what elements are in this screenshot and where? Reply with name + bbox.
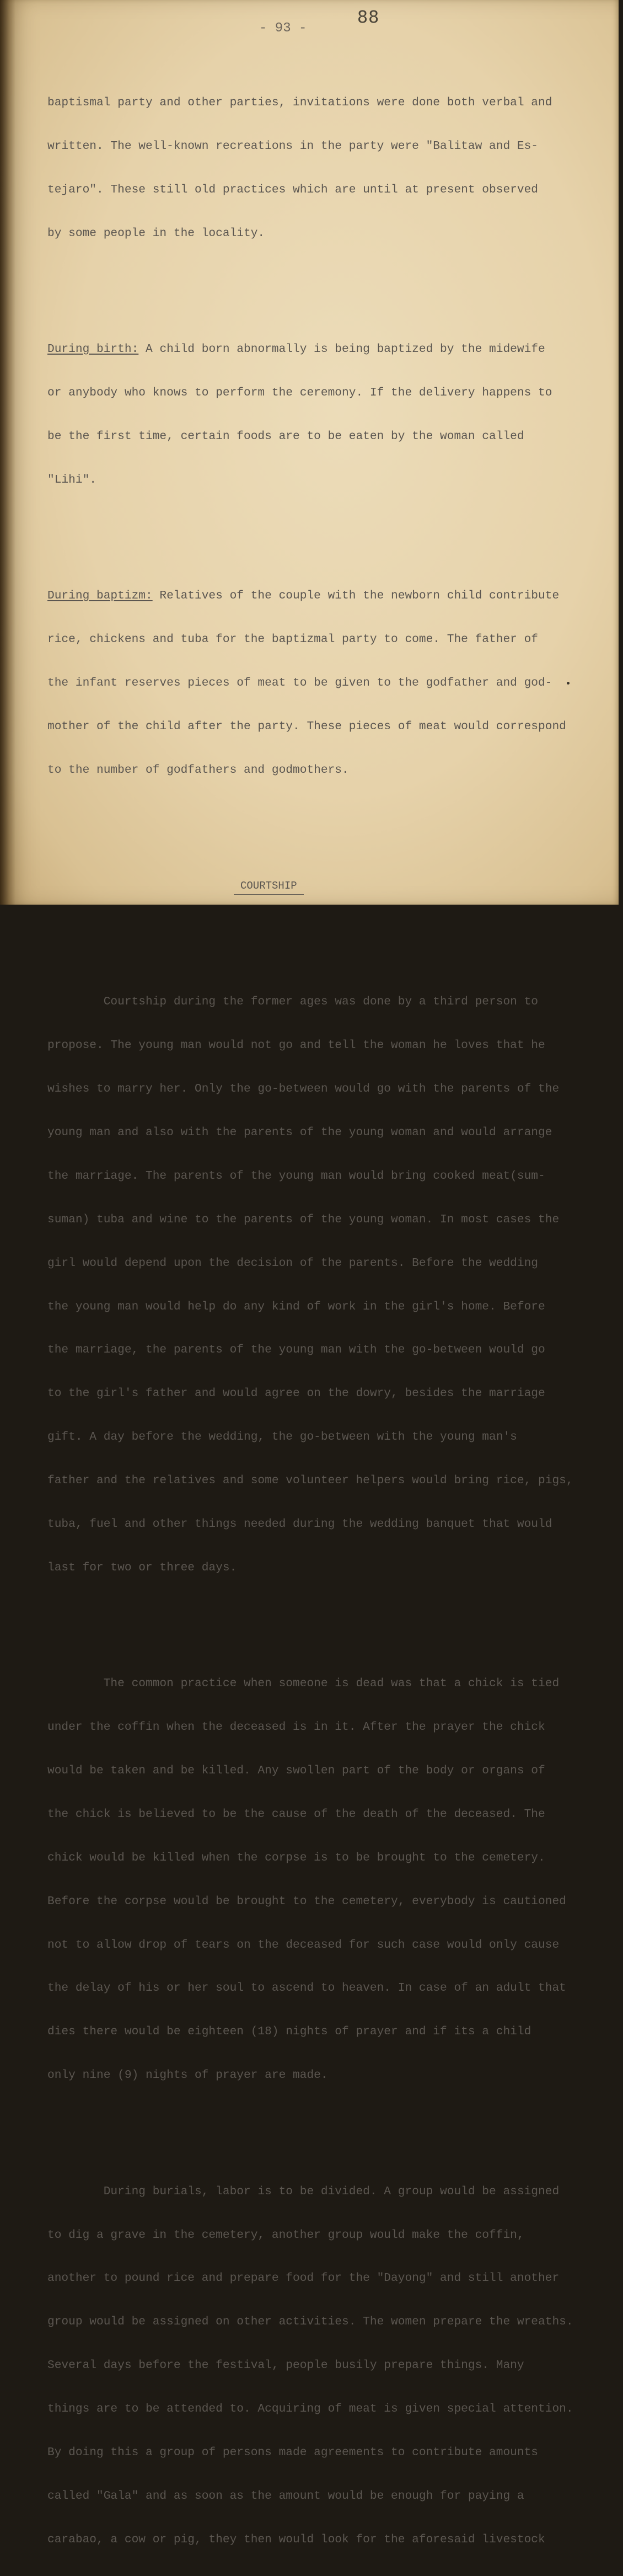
text-line: called "Gala" and as soon as the amount would be enough for paying a [47, 2489, 524, 2503]
text-line: By doing this a group of persons made agreements to contribute amounts [47, 2445, 539, 2459]
typewritten-body [47, 52, 599, 2576]
text-line: propose. The young man would not go and tell the woman he loves that he [47, 1039, 545, 1052]
text-line: things are to be attended to. Acquiring of meat is given special attention. [47, 2402, 573, 2416]
text-line: young man and also with the parents of the young woman and would arrange [47, 1125, 552, 1139]
text-line: written. The well-known recreations in the party were "Balitaw and Es- [47, 139, 539, 153]
text-line: The common practice when someone is dead was that a chick is tied [47, 1677, 560, 1691]
text-line: be the first time, certain foods are to be eaten by the woman called [47, 429, 524, 443]
text-line: to the girl's father and would agree on the dowry, besides the marriage [47, 1387, 545, 1401]
text-line: chick would be killed when the corpse is to be brought to the cemetery. [47, 1851, 545, 1864]
text-line: the young man would help do any kind of work in the girl's home. Before [47, 1300, 545, 1313]
text-line: group would be assigned on other activities. The women prepare the wreaths. [47, 2315, 573, 2329]
text-line: or anybody who knows to perform the ceremony. If the delivery happens to [47, 386, 552, 399]
ink-dot [567, 682, 570, 685]
text-line: Before the corpse would be brought to the cemetery, everybody is cautioned [47, 1894, 566, 1908]
courtship-heading: COURTSHIP [234, 879, 304, 895]
text-line: to the number of godfathers and godmothers. [47, 763, 349, 777]
text-line: baptismal party and other parties, invitations were done both verbal and [47, 95, 552, 109]
text-line: by some people in the locality. [47, 226, 265, 240]
text-line: mother of the child after the party. These pieces of meat would correspond [47, 719, 566, 733]
text-line: tejaro". These still old practices which are until at present observed [47, 183, 539, 196]
text-line: the chick is believed to be the cause of the death of the deceased. The [47, 1807, 545, 1821]
text-line: During birth: A child born abnormally is being baptized by the midewife [47, 342, 545, 356]
text-line: During baptizm: Relatives of the couple with the newborn child contribute [47, 589, 560, 602]
section-label-during-baptizm: During baptizm: [47, 589, 153, 602]
text-line: girl would depend upon the decision of the parents. Before the wedding [47, 1256, 539, 1270]
text-line: to dig a grave in the cemetery, another group would make the coffin, [47, 2228, 524, 2242]
handwritten-page-number: 88 [357, 8, 380, 27]
text-line: the delay of his or her soul to ascend to heaven. In case of an adult that [47, 1981, 566, 1995]
text-line: last for two or three days. [47, 1560, 237, 1574]
text-line: gift. A day before the wedding, the go-between with the young man's [47, 1430, 517, 1444]
typed-page-number: - 93 - [259, 21, 307, 36]
text-line: would be taken and be killed. Any swollen part of the body or organs of [47, 1764, 545, 1778]
text-line: Courtship during the former ages was done by a third person to [47, 995, 539, 1009]
section-label-during-birth: During birth: [47, 342, 139, 356]
text-line: Several days before the festival, people busily prepare things. Many [47, 2359, 524, 2372]
text-line: father and the relatives and some volunteer helpers would bring rice, pigs, [47, 1474, 573, 1488]
text-line: During burials, labor is to be divided. A group would be assigned [47, 2184, 560, 2198]
text-line: tuba, fuel and other things needed during the wedding banquet that would [47, 1517, 552, 1531]
text-line: the marriage. The parents of the young man would bring cooked meat(sum- [47, 1169, 545, 1183]
text-line: the infant reserves pieces of meat to be given to the godfather and god- [47, 676, 552, 690]
text-line: dies there would be eighteen (18) nights of prayer and if its a child [47, 2025, 531, 2039]
text-line: carabao, a cow or pig, they then would look for the aforesaid livestock [47, 2532, 545, 2546]
text-line: not to allow drop of tears on the deceased for such case would only cause [47, 1938, 560, 1952]
page-binding-shadow [0, 0, 15, 905]
text-line: only nine (9) nights of prayer are made. [47, 2069, 328, 2082]
text-line: under the coffin when the deceased is in it. After the prayer the chick [47, 1720, 545, 1734]
text-line: wishes to marry her. Only the go-between would go with the parents of the [47, 1082, 560, 1096]
text-line: suman) tuba and wine to the parents of the young woman. In most cases the [47, 1212, 560, 1226]
text-line: "Lihi". [47, 473, 97, 487]
section-heading [47, 879, 599, 893]
text-line: rice, chickens and tuba for the baptizmal party to come. The father of [47, 632, 539, 646]
text-line: the marriage, the parents of the young man with the go-between would go [47, 1343, 545, 1357]
text-line: another to pound rice and prepare food for the "Dayong" and still another [47, 2272, 560, 2285]
